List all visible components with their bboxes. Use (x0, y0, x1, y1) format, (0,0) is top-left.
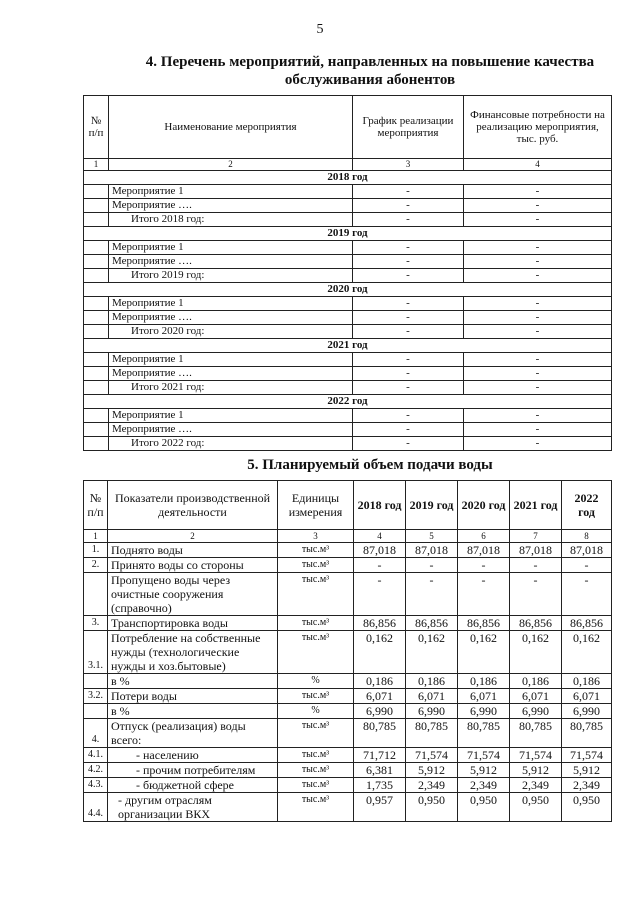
row-num: 4.1. (84, 748, 108, 763)
measure-finance: - (464, 353, 612, 367)
total-finance: - (464, 381, 612, 395)
row-value: 6,071 (510, 689, 562, 704)
row-num: 4. (84, 719, 108, 748)
row-value: 80,785 (406, 719, 458, 748)
total-schedule: - (353, 213, 464, 227)
col-number: 2 (109, 159, 353, 171)
total-finance: - (464, 325, 612, 339)
row-num: 3. (84, 616, 108, 631)
row-value: 0,186 (354, 674, 406, 689)
row-indicator: Поднято воды (108, 543, 278, 558)
row-indicator: Отпуск (реализация) воды всего: (108, 719, 278, 748)
total-row (84, 269, 612, 283)
measure-num (84, 311, 109, 325)
measure-row (84, 297, 612, 311)
row-value: 86,856 (354, 616, 406, 631)
header-year: 2019 год (406, 481, 458, 530)
header-indicator: Показатели производственной деятельности (108, 481, 278, 530)
row-value: 5,912 (562, 763, 612, 778)
year-label: 2020 год (84, 283, 612, 297)
row-unit: тыс.м³ (278, 543, 354, 558)
measure-num (84, 297, 109, 311)
page-number: 5 (316, 22, 324, 37)
water-row (84, 689, 612, 704)
col-number: 2 (108, 530, 278, 543)
total-schedule: - (353, 325, 464, 339)
row-unit: тыс.м³ (278, 631, 354, 674)
total-name: Итого 2020 год: (109, 325, 353, 339)
water-row (84, 543, 612, 558)
total-row (84, 325, 612, 339)
row-value: 87,018 (354, 543, 406, 558)
col-number: 5 (406, 530, 458, 543)
measure-num (84, 241, 109, 255)
row-value: - (562, 558, 612, 573)
row-value: 71,574 (562, 748, 612, 763)
total-row (84, 437, 612, 451)
measure-name: Мероприятие …. (109, 255, 353, 269)
measure-name: Мероприятие 1 (109, 241, 353, 255)
water-table-header (84, 481, 612, 530)
measure-row (84, 241, 612, 255)
measure-name: Мероприятие …. (109, 367, 353, 381)
measures-table-header (84, 96, 612, 159)
col-number: 7 (510, 530, 562, 543)
row-value: 86,856 (510, 616, 562, 631)
measure-num (84, 255, 109, 269)
measure-name: Мероприятие 1 (109, 185, 353, 199)
measure-name: Мероприятие 1 (109, 353, 353, 367)
measure-schedule: - (353, 255, 464, 269)
water-row (84, 704, 612, 719)
total-num (84, 437, 109, 451)
year-label: 2022 год (84, 395, 612, 409)
measure-schedule: - (353, 353, 464, 367)
measure-finance: - (464, 297, 612, 311)
measure-num (84, 185, 109, 199)
total-name: Итого 2019 год: (109, 269, 353, 283)
measures-table-col-numbers (84, 159, 612, 171)
water-table-col-numbers (84, 530, 612, 543)
row-value: 80,785 (458, 719, 510, 748)
measure-schedule: - (353, 367, 464, 381)
row-value: - (458, 558, 510, 573)
header-unit: Единицы измерения (278, 481, 354, 530)
row-indicator: - бюджетной сфере (108, 778, 278, 793)
row-unit: тыс.м³ (278, 689, 354, 704)
row-num: 4.3. (84, 778, 108, 793)
measure-row (84, 255, 612, 269)
row-value: 71,574 (510, 748, 562, 763)
row-unit: тыс.м³ (278, 719, 354, 748)
water-row (84, 748, 612, 763)
row-unit: тыс.м³ (278, 573, 354, 616)
measure-schedule: - (353, 409, 464, 423)
row-value: 6,990 (406, 704, 458, 719)
row-unit: тыс.м³ (278, 793, 354, 822)
row-value: 87,018 (458, 543, 510, 558)
row-value: - (458, 573, 510, 616)
measure-finance: - (464, 311, 612, 325)
row-value: 0,950 (458, 793, 510, 822)
header-schedule: График реализации мероприятия (353, 96, 464, 159)
row-value: 0,186 (458, 674, 510, 689)
row-num: 4.4. (84, 793, 108, 822)
row-value: 6,990 (458, 704, 510, 719)
measure-schedule: - (353, 297, 464, 311)
row-indicator: Транспортировка воды (108, 616, 278, 631)
row-value: 5,912 (510, 763, 562, 778)
row-indicator: Потери воды (108, 689, 278, 704)
header-year: 2018 год (354, 481, 406, 530)
measure-row (84, 367, 612, 381)
col-number: 4 (464, 159, 612, 171)
row-value: 6,990 (510, 704, 562, 719)
row-value: - (510, 573, 562, 616)
row-value: 0,162 (458, 631, 510, 674)
total-schedule: - (353, 437, 464, 451)
measure-row (84, 409, 612, 423)
row-value: 5,912 (458, 763, 510, 778)
row-value: 2,349 (406, 778, 458, 793)
section-4-title-line1: 4. Перечень мероприятий, направленных на повышение качества (145, 54, 595, 70)
row-value: 6,990 (562, 704, 612, 719)
col-number: 1 (84, 530, 108, 543)
row-value: 87,018 (562, 543, 612, 558)
row-num (84, 704, 108, 719)
water-row (84, 763, 612, 778)
measure-finance: - (464, 367, 612, 381)
row-indicator: - прочим потребителям (108, 763, 278, 778)
water-row (84, 631, 612, 674)
total-num (84, 269, 109, 283)
year-row (84, 395, 612, 409)
header-num: № п/п (84, 481, 108, 530)
col-number: 8 (562, 530, 612, 543)
row-indicator: в % (108, 674, 278, 689)
section-4-title (100, 53, 640, 89)
water-row (84, 616, 612, 631)
measure-num (84, 367, 109, 381)
row-value: 6,071 (354, 689, 406, 704)
year-row (84, 283, 612, 297)
col-number: 1 (84, 159, 109, 171)
row-unit: тыс.м³ (278, 748, 354, 763)
header-year: 2022 год (562, 481, 612, 530)
total-name: Итого 2022 год: (109, 437, 353, 451)
year-label: 2019 год (84, 227, 612, 241)
row-unit: тыс.м³ (278, 558, 354, 573)
row-indicator: Пропущено воды через очистные сооружения (справочно) (108, 573, 278, 616)
row-value: 87,018 (406, 543, 458, 558)
row-unit: тыс.м³ (278, 778, 354, 793)
row-unit: тыс.м³ (278, 616, 354, 631)
measure-row (84, 311, 612, 325)
measure-finance: - (464, 185, 612, 199)
row-value: 71,574 (458, 748, 510, 763)
header-year: 2021 год (510, 481, 562, 530)
row-value: 2,349 (510, 778, 562, 793)
total-schedule: - (353, 381, 464, 395)
row-num: 4.2. (84, 763, 108, 778)
row-value: 6,381 (354, 763, 406, 778)
row-indicator: - населению (108, 748, 278, 763)
row-value: 0,162 (562, 631, 612, 674)
row-value: 0,950 (562, 793, 612, 822)
row-value: 86,856 (406, 616, 458, 631)
row-value: 80,785 (510, 719, 562, 748)
row-value: 6,071 (458, 689, 510, 704)
row-value: 6,990 (354, 704, 406, 719)
water-supply-table (83, 480, 612, 822)
col-number: 3 (278, 530, 354, 543)
header-num: № п/п (84, 96, 109, 159)
measure-finance: - (464, 255, 612, 269)
total-row (84, 381, 612, 395)
year-row (84, 227, 612, 241)
measure-name: Мероприятие 1 (109, 297, 353, 311)
measure-name: Мероприятие …. (109, 199, 353, 213)
water-row (84, 793, 612, 822)
row-value: 71,574 (406, 748, 458, 763)
total-finance: - (464, 213, 612, 227)
col-number: 4 (354, 530, 406, 543)
measure-finance: - (464, 241, 612, 255)
row-value: 6,071 (562, 689, 612, 704)
row-value: 5,912 (406, 763, 458, 778)
measure-name: Мероприятие …. (109, 311, 353, 325)
row-value: 80,785 (354, 719, 406, 748)
row-value: 2,349 (458, 778, 510, 793)
total-num (84, 325, 109, 339)
col-number: 6 (458, 530, 510, 543)
col-number: 3 (353, 159, 464, 171)
total-name: Итого 2021 год: (109, 381, 353, 395)
measure-num (84, 409, 109, 423)
row-value: - (562, 573, 612, 616)
total-schedule: - (353, 269, 464, 283)
water-row (84, 674, 612, 689)
row-value: 0,162 (354, 631, 406, 674)
row-value: - (510, 558, 562, 573)
section-5-title: 5. Планируемый объем подачи воды (247, 457, 493, 473)
row-value: 0,162 (406, 631, 458, 674)
year-label: 2021 год (84, 339, 612, 353)
row-value: - (406, 573, 458, 616)
measure-schedule: - (353, 241, 464, 255)
row-value: 0,162 (510, 631, 562, 674)
total-row (84, 213, 612, 227)
measure-schedule: - (353, 311, 464, 325)
row-value: 86,856 (562, 616, 612, 631)
row-value: 0,950 (510, 793, 562, 822)
measure-finance: - (464, 409, 612, 423)
total-num (84, 213, 109, 227)
row-num: 3.1. (84, 631, 108, 674)
row-unit: тыс.м³ (278, 763, 354, 778)
measure-row (84, 423, 612, 437)
measure-finance: - (464, 423, 612, 437)
measure-row (84, 353, 612, 367)
row-num: 3.2. (84, 689, 108, 704)
row-indicator: Потребление на собственные нужды (технологические нужды и хоз.бытовые) (108, 631, 278, 674)
section-4-title-line2: обслуживания абонентов (284, 72, 456, 88)
row-value: - (406, 558, 458, 573)
row-value: 87,018 (510, 543, 562, 558)
row-indicator: - другим отраслям организации ВКХ (108, 793, 278, 822)
year-row (84, 339, 612, 353)
row-value: 71,712 (354, 748, 406, 763)
measure-finance: - (464, 199, 612, 213)
row-value: 0,186 (562, 674, 612, 689)
row-value: 0,957 (354, 793, 406, 822)
measure-num (84, 199, 109, 213)
measure-name: Мероприятие …. (109, 423, 353, 437)
row-num: 2. (84, 558, 108, 573)
row-num (84, 674, 108, 689)
measure-schedule: - (353, 423, 464, 437)
measure-num (84, 423, 109, 437)
measure-row (84, 185, 612, 199)
year-label: 2018 год (84, 171, 612, 185)
row-value: 0,186 (406, 674, 458, 689)
water-row (84, 573, 612, 616)
row-value: 0,950 (406, 793, 458, 822)
header-finance: Финансовые потребности на реализацию мероприятия, тыс. руб. (464, 96, 612, 159)
total-name: Итого 2018 год: (109, 213, 353, 227)
row-value: 6,071 (406, 689, 458, 704)
measure-num (84, 353, 109, 367)
row-indicator: в % (108, 704, 278, 719)
water-row (84, 719, 612, 748)
header-measure-name: Наименование мероприятия (109, 96, 353, 159)
total-finance: - (464, 437, 612, 451)
measure-row (84, 199, 612, 213)
row-value: 80,785 (562, 719, 612, 748)
row-value: - (354, 573, 406, 616)
row-unit: % (278, 704, 354, 719)
row-unit: % (278, 674, 354, 689)
measure-name: Мероприятие 1 (109, 409, 353, 423)
row-value: 0,186 (510, 674, 562, 689)
row-num: 1. (84, 543, 108, 558)
row-num (84, 573, 108, 616)
measures-table (83, 95, 612, 451)
measure-schedule: - (353, 185, 464, 199)
row-value: - (354, 558, 406, 573)
row-value: 1,735 (354, 778, 406, 793)
year-row (84, 171, 612, 185)
measure-schedule: - (353, 199, 464, 213)
water-row (84, 778, 612, 793)
row-value: 2,349 (562, 778, 612, 793)
header-year: 2020 год (458, 481, 510, 530)
water-row (84, 558, 612, 573)
row-value: 86,856 (458, 616, 510, 631)
total-num (84, 381, 109, 395)
total-finance: - (464, 269, 612, 283)
row-indicator: Принято воды со стороны (108, 558, 278, 573)
